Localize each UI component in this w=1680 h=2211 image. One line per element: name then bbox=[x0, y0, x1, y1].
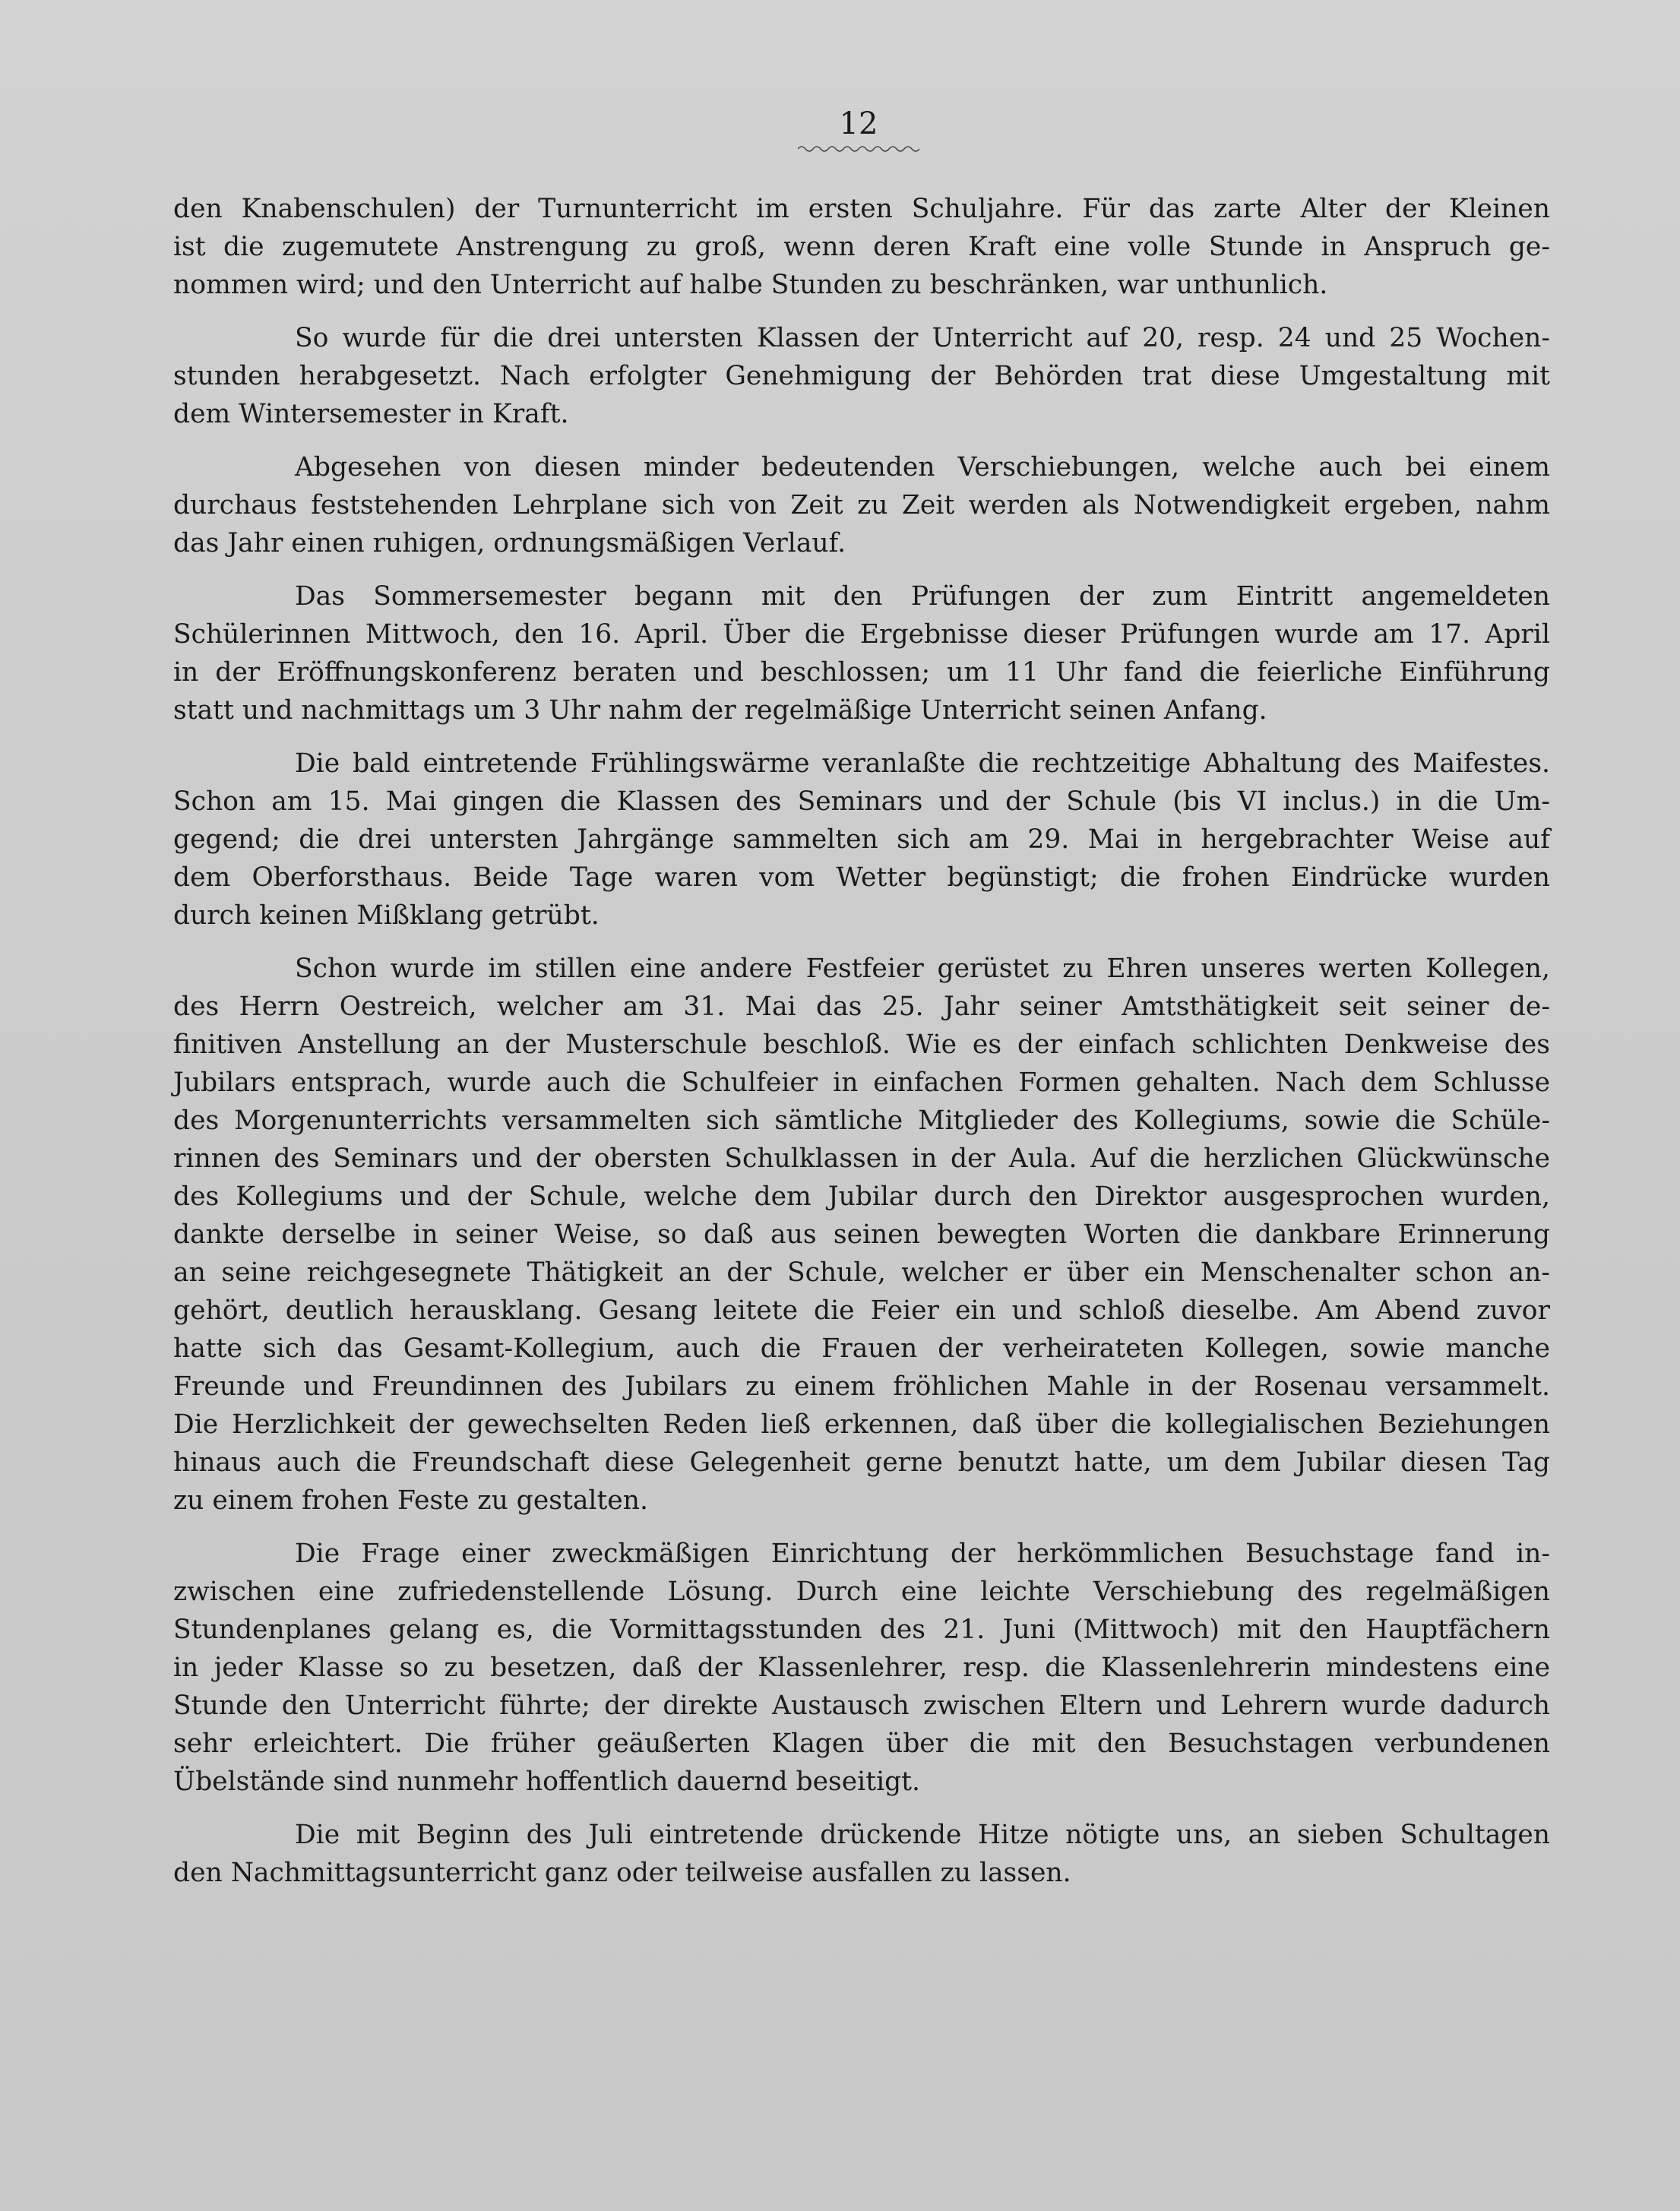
text-line: den Nachmittagsunterricht ganz oder teilweise ausfallen zu lassen. bbox=[173, 1858, 1071, 1888]
text-line: des Herrn Oestreich, welcher am 31. Mai das 25. Jahr seiner Amtsthätigkeit seit seiner de- bbox=[173, 992, 1550, 1022]
paragraph bbox=[173, 577, 1550, 729]
text-line: durchaus feststehenden Lehrplane sich von Zeit zu Zeit werden als Notwendigkeit ergeben, nahm bbox=[173, 490, 1550, 520]
text-line: rinnen des Seminars und der obersten Schulklassen in der Aula. Auf die herzlichen Glückwünsche bbox=[173, 1143, 1550, 1174]
text-line: das Jahr einen ruhigen, ordnungsmäßigen Verlauf. bbox=[173, 528, 846, 558]
paragraph bbox=[173, 1816, 1550, 1892]
paragraph bbox=[173, 745, 1550, 935]
text-line: hatte sich das Gesamt-Kollegium, auch die Frauen der verheirateten Kollegen, sowie manche bbox=[173, 1333, 1550, 1364]
paragraph bbox=[173, 319, 1550, 433]
text-line: Das Sommersemester begann mit den Prüfungen der zum Eintritt angemeldeten bbox=[295, 581, 1550, 612]
text-line: statt und nachmittags um 3 Uhr nahm der regelmäßige Unterricht seinen Anfang. bbox=[173, 695, 1267, 726]
text-line: sehr erleichtert. Die früher geäußerten Klagen über die mit den Besuchstagen verbundenen bbox=[173, 1729, 1550, 1759]
text-line: Stunde den Unterricht führte; der direkte Austausch zwischen Eltern und Lehrern wurde dadurch bbox=[173, 1691, 1550, 1721]
text-line: Die bald eintretende Frühlingswärme veranlaßte die rechtzeitige Abhaltung des Maifestes. bbox=[295, 748, 1550, 779]
text-line: dankte derselbe in seiner Weise, so daß aus seinen bewegten Worten die dankbare Erinnerung bbox=[173, 1219, 1550, 1250]
text-line: dem Wintersemester in Kraft. bbox=[173, 399, 569, 429]
text-line: des Kollegiums und der Schule, welche dem Jubilar durch den Direktor ausgesprochen wurden, bbox=[173, 1181, 1550, 1212]
text-line: finitiven Anstellung an der Musterschule beschloß. Wie es der einfach schlichten Denkweise des bbox=[173, 1030, 1550, 1060]
text-line: Die Frage einer zweckmäßigen Einrichtung der herkömmlichen Besuchstage fand in- bbox=[295, 1539, 1550, 1569]
paragraph bbox=[173, 1535, 1550, 1801]
page-number-ornament bbox=[798, 144, 919, 153]
text-line: gegend; die drei untersten Jahrgänge sammelten sich am 29. Mai in hergebrachter Weise auf bbox=[173, 824, 1550, 855]
text-line: So wurde für die drei untersten Klassen der Unterricht auf 20, resp. 24 und 25 Wochen- bbox=[295, 323, 1550, 353]
text-line: dem Oberforsthaus. Beide Tage waren vom Wetter begünstigt; die frohen Eindrücke wurden bbox=[173, 862, 1550, 893]
text-line: des Morgenunterrichts versammelten sich sämtliche Mitglieder des Kollegiums, sowie die Schüle- bbox=[173, 1106, 1550, 1136]
text-line: Stundenplanes gelang es, die Vormittagsstunden des 21. Juni (Mittwoch) mit den Hauptfächern bbox=[173, 1615, 1550, 1645]
text-line: zwischen eine zufriedenstellende Lösung. Durch eine leichte Verschiebung des regelmäßigen bbox=[173, 1577, 1550, 1607]
text-line: Schon am 15. Mai gingen die Klassen des Seminars und der Schule (bis VI inclus.) in die Um- bbox=[173, 786, 1550, 817]
text-line: Abgesehen von diesen minder bedeutenden Verschiebungen, welche auch bei einem bbox=[295, 452, 1550, 482]
text-line: hinaus auch die Freundschaft diese Gelegenheit gerne benutzt hatte, um dem Jubilar diesen Tag bbox=[173, 1447, 1550, 1478]
text-line: Schon wurde im stillen eine andere Festfeier gerüstet zu Ehren unseres werten Kollegen, bbox=[295, 954, 1550, 984]
text-line: stunden herabgesetzt. Nach erfolgter Genehmigung der Behörden trat diese Umgestaltung mit bbox=[173, 361, 1550, 391]
text-line: Die mit Beginn des Juli eintretende drückende Hitze nötigte uns, an sieben Schultagen bbox=[295, 1820, 1550, 1850]
text-line: Freunde und Freundinnen des Jubilars zu einem fröhlichen Mahle in der Rosenau versammelt. bbox=[173, 1371, 1550, 1402]
text-line: den Knabenschulen) der Turnunterricht im ersten Schuljahre. Für das zarte Alter der Kleinen bbox=[173, 194, 1550, 224]
paragraph bbox=[173, 190, 1550, 304]
text-line: ist die zugemutete Anstrengung zu groß, wenn deren Kraft eine volle Stunde in Anspruch ge- bbox=[173, 232, 1550, 262]
paragraph bbox=[173, 950, 1550, 1520]
text-line: an seine reichgesegnete Thätigkeit an der Schule, welcher er über ein Menschenalter schon an- bbox=[173, 1257, 1550, 1288]
text-line: Schülerinnen Mittwoch, den 16. April. Über die Ergebnisse dieser Prüfungen wurde am 17. April bbox=[173, 619, 1550, 650]
page-number: 12 bbox=[839, 106, 878, 141]
body-text bbox=[173, 190, 1550, 1907]
paragraph bbox=[173, 448, 1550, 562]
text-line: gehört, deutlich herausklang. Gesang leitete die Feier ein und schloß dieselbe. Am Abend zuvor bbox=[173, 1295, 1550, 1326]
text-line: in der Eröffnungskonferenz beraten und beschlossen; um 11 Uhr fand die feierliche Einführung bbox=[173, 657, 1550, 688]
text-line: durch keinen Mißklang getrübt. bbox=[173, 900, 600, 931]
text-line: in jeder Klasse so zu besetzen, daß der Klassenlehrer, resp. die Klassenlehrerin mindestens eine bbox=[173, 1653, 1550, 1683]
text-line: nommen wird; und den Unterricht auf halbe Stunden zu beschränken, war unthunlich. bbox=[173, 270, 1328, 300]
text-line: Übelstände sind nunmehr hoffentlich dauernd beseitigt. bbox=[173, 1767, 921, 1797]
text-line: Jubilars entsprach, wurde auch die Schulfeier in einfachen Formen gehalten. Nach dem Schlusse bbox=[173, 1068, 1550, 1098]
text-line: Die Herzlichkeit der gewechselten Reden ließ erkennen, daß über die kollegialischen Beziehungen bbox=[173, 1409, 1550, 1440]
text-line: zu einem frohen Feste zu gestalten. bbox=[173, 1485, 648, 1516]
